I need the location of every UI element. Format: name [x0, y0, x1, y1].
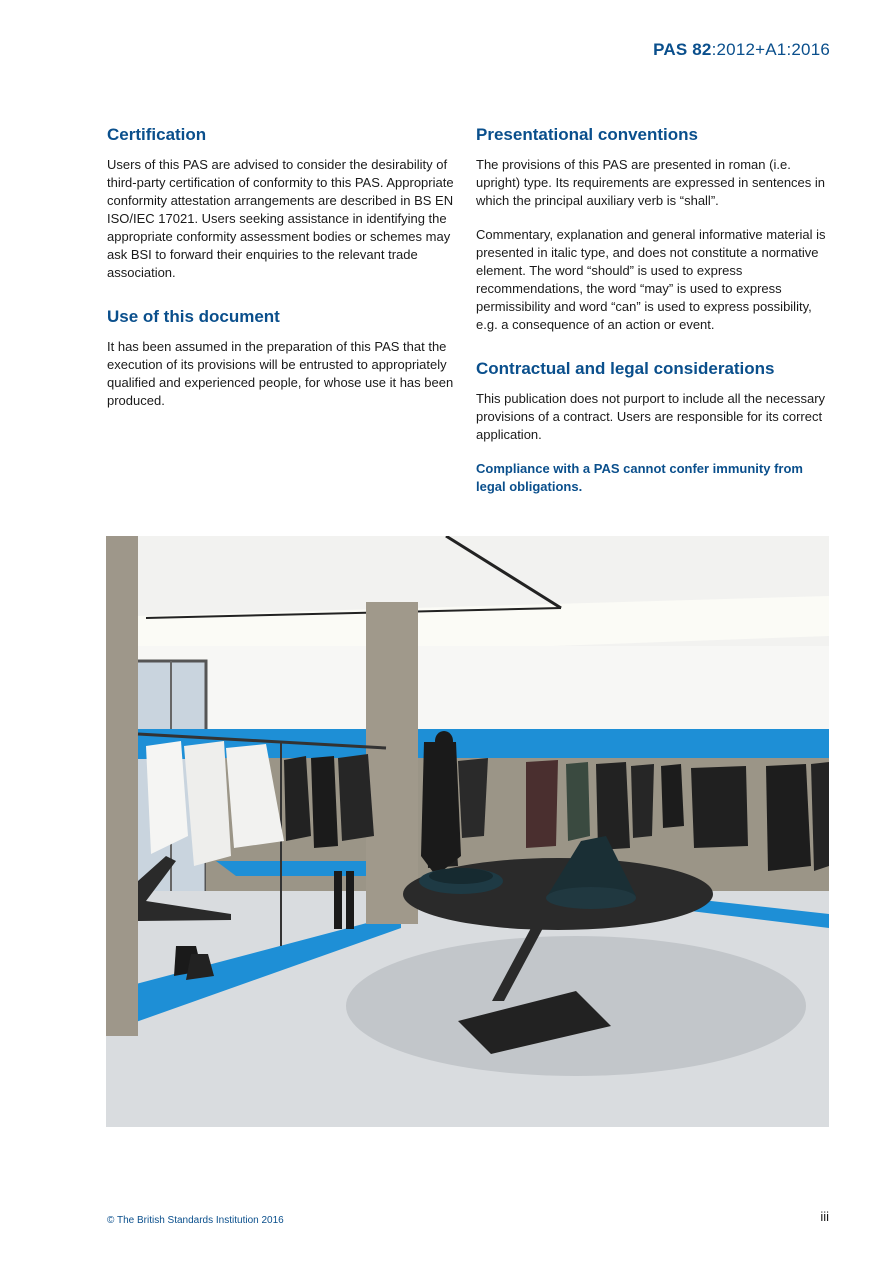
- standard-code: PAS 82: [653, 40, 712, 59]
- presentational-heading: Presentational conventions: [476, 125, 698, 144]
- certification-text: Users of this PAS are advised to consider the desirability of third-party certification of conformity to this PAS. Appropriate conformity attestation arrangements are described in BS EN ISO/IEC 17021. Users seeking assistance in identifying the appropriate conformity assessment bodies or schemes may ask BSI to forward their enquiries to the relevant trade association.: [107, 157, 454, 280]
- presentational-text-1: The provisions of this PAS are presented in roman (i.e. upright) type. Its requirements are expressed in sentences in which the principal auxiliary verb is “shall”.: [476, 157, 826, 208]
- store-interior-photo: [106, 536, 829, 1127]
- contractual-heading: Contractual and legal considerations: [476, 359, 775, 378]
- use-text: It has been assumed in the preparation of this PAS that the execution of its provisions will be entrusted to appropriately qualified and experienced people, for whose use it has been produced.: [107, 339, 454, 408]
- compliance-statement: Compliance with a PAS cannot confer immunity from legal obligations.: [476, 461, 803, 494]
- use-heading: Use of this document: [107, 307, 280, 326]
- certification-heading: Certification: [107, 125, 207, 144]
- contractual-text: This publication does not purport to include all the necessary provisions of a contract. Users are responsible for its correct application.: [476, 391, 826, 442]
- right-column: [476, 124, 828, 512]
- presentational-text-2: Commentary, explanation and general informative material is presented in italic type, and does not constitute a normative element. The word “should” is used to express recommendations, the word “may” is used to express permissibility and word “can” is used to express possibility, e.g. a consequence of an action or event.: [476, 227, 826, 332]
- page-number: iii: [820, 1209, 829, 1224]
- standard-version: :2012+A1:2016: [711, 40, 830, 59]
- copyright-notice: © The British Standards Institution 2016: [107, 1215, 284, 1226]
- document-reference: [653, 40, 830, 60]
- left-column: [107, 124, 459, 426]
